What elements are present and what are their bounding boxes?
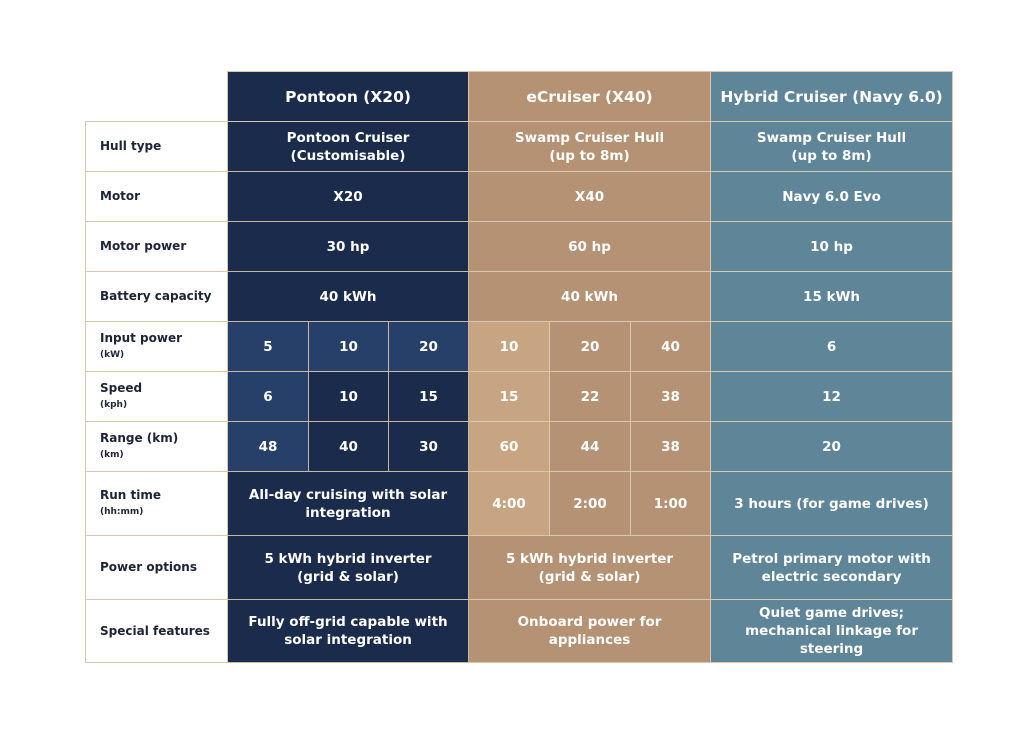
cell-hybrid: Petrol primary motor with electric secondary — [711, 536, 953, 600]
cell-ecruiser-1: 60 — [469, 422, 550, 472]
cell-hybrid: Quiet game drives; mechanical linkage for steering — [711, 600, 953, 663]
cell-pontoon: 30 hp — [228, 222, 469, 272]
cell-ecruiser: Onboard power for appliances — [469, 600, 711, 663]
corner-cell — [86, 72, 228, 122]
cell-pontoon-3: 30 — [389, 422, 469, 472]
cell-ecruiser: 40 kWh — [469, 272, 711, 322]
cell-ecruiser-2: 22 — [550, 372, 631, 422]
cell-hybrid: 3 hours (for game drives) — [711, 472, 953, 536]
cell-ecruiser-1: 4:00 — [469, 472, 550, 536]
cell-ecruiser: X40 — [469, 172, 711, 222]
row-hull-type — [86, 122, 953, 172]
cell-ecruiser-3: 38 — [631, 422, 711, 472]
cell-pontoon: Fully off-grid capable with solar integration — [228, 600, 469, 663]
cell-ecruiser-2: 44 — [550, 422, 631, 472]
cell-hybrid: 12 — [711, 372, 953, 422]
cell-pontoon: 5 kWh hybrid inverter (grid & solar) — [228, 536, 469, 600]
row-motor-power — [86, 222, 953, 272]
header-pontoon: Pontoon (X20) — [228, 72, 469, 122]
row-power-options — [86, 536, 953, 600]
row-speed — [86, 372, 953, 422]
cell-pontoon-3: 15 — [389, 372, 469, 422]
row-input-power — [86, 322, 953, 372]
cell-hybrid: 6 — [711, 322, 953, 372]
cell-ecruiser-3: 1:00 — [631, 472, 711, 536]
comparison-table-wrapper — [85, 71, 953, 663]
row-unit: (kW) — [100, 349, 125, 360]
cell-pontoon-2: 10 — [309, 372, 389, 422]
header-ecruiser: eCruiser (X40) — [469, 72, 711, 122]
row-label: Motor power — [86, 222, 228, 272]
row-range — [86, 422, 953, 472]
cell-pontoon: X20 — [228, 172, 469, 222]
cell-pontoon: Pontoon Cruiser (Customisable) — [228, 122, 469, 172]
cell-pontoon: All-day cruising with solar integration — [228, 472, 469, 536]
cell-pontoon-1: 6 — [228, 372, 309, 422]
cell-ecruiser-2: 20 — [550, 322, 631, 372]
row-special-features — [86, 600, 953, 663]
cell-ecruiser-3: 40 — [631, 322, 711, 372]
cell-ecruiser-1: 10 — [469, 322, 550, 372]
cell-ecruiser: 5 kWh hybrid inverter (grid & solar) — [469, 536, 711, 600]
row-battery-capacity — [86, 272, 953, 322]
row-label: Motor — [86, 172, 228, 222]
cell-hybrid: 20 — [711, 422, 953, 472]
row-motor — [86, 172, 953, 222]
row-run-time — [86, 472, 953, 536]
cell-hybrid: Swamp Cruiser Hull (up to 8m) — [711, 122, 953, 172]
cell-pontoon-1: 5 — [228, 322, 309, 372]
cell-hybrid: 15 kWh — [711, 272, 953, 322]
cell-ecruiser: Swamp Cruiser Hull (up to 8m) — [469, 122, 711, 172]
cell-ecruiser-1: 15 — [469, 372, 550, 422]
row-label: Special features — [86, 600, 228, 663]
row-label: Battery capacity — [86, 272, 228, 322]
cell-pontoon-2: 40 — [309, 422, 389, 472]
cell-ecruiser-3: 38 — [631, 372, 711, 422]
comparison-table — [85, 71, 953, 663]
cell-pontoon-1: 48 — [228, 422, 309, 472]
row-label: Range (km) (km) — [86, 422, 228, 472]
row-label: Hull type — [86, 122, 228, 172]
row-unit: (kph) — [100, 399, 128, 410]
header-hybrid: Hybrid Cruiser (Navy 6.0) — [711, 72, 953, 122]
cell-pontoon-2: 10 — [309, 322, 389, 372]
cell-pontoon: 40 kWh — [228, 272, 469, 322]
row-label: Run time (hh:mm) — [86, 472, 228, 536]
cell-pontoon-3: 20 — [389, 322, 469, 372]
row-unit: (km) — [100, 449, 124, 460]
cell-ecruiser: 60 hp — [469, 222, 711, 272]
row-label: Speed (kph) — [86, 372, 228, 422]
row-unit: (hh:mm) — [100, 506, 144, 517]
cell-hybrid: 10 hp — [711, 222, 953, 272]
cell-hybrid: Navy 6.0 Evo — [711, 172, 953, 222]
row-label: Power options — [86, 536, 228, 600]
row-label: Input power (kW) — [86, 322, 228, 372]
cell-ecruiser-2: 2:00 — [550, 472, 631, 536]
